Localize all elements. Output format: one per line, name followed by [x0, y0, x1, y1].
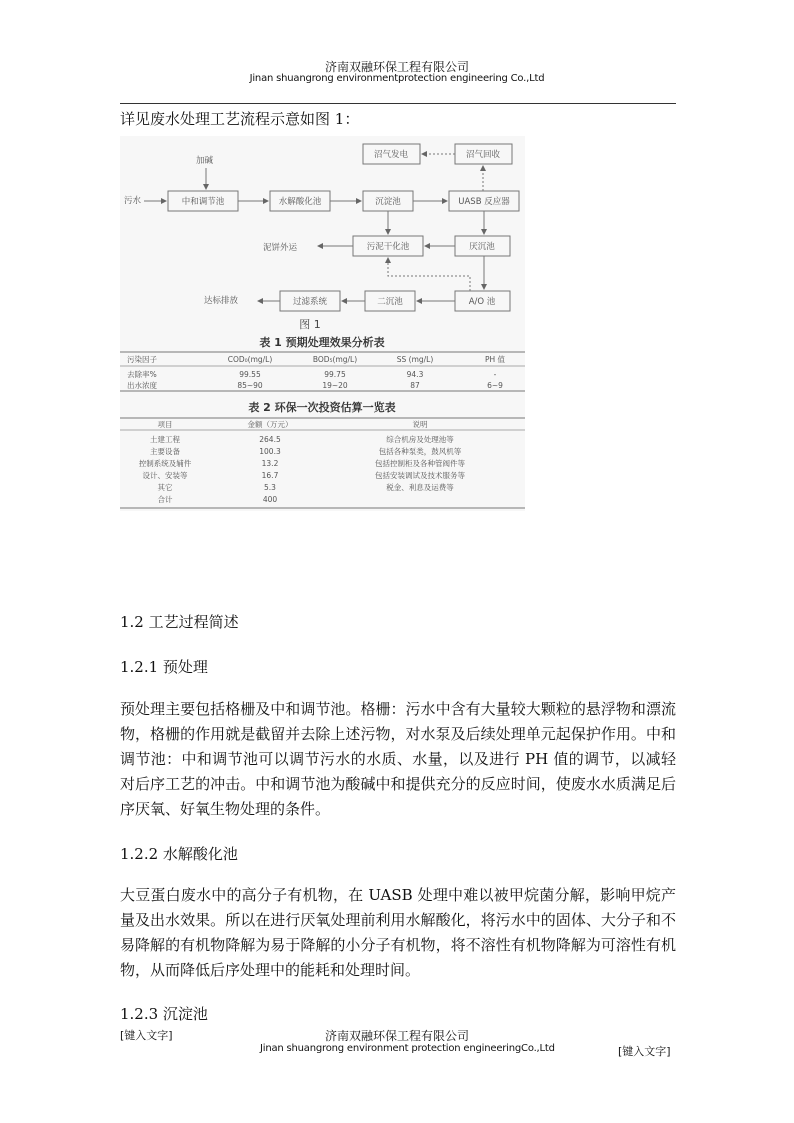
t1-h0: 污染因子	[127, 355, 157, 364]
t2-r0c2: 综合机房及处理池等	[386, 435, 454, 444]
table2	[120, 400, 525, 508]
t1-r1c0: 出水浓度	[127, 381, 157, 390]
t1-r1c3: 87	[410, 381, 420, 390]
t2-h2: 说明	[412, 420, 428, 429]
t2-r4c0: 其它	[157, 483, 173, 492]
t1-h3: SS (mg/L)	[396, 355, 434, 364]
settling-tank-label: 沉淀池	[375, 197, 401, 207]
process-figure-svg	[120, 136, 525, 511]
flow-arrows	[144, 154, 484, 301]
paragraph-hydrolysis: 大豆蛋白废水中的高分子有机物，在 UASB 处理中难以被甲烷菌分解，影响甲烷产 量及出水效果。所以在进行厌氧处理前利用水解酸化，将污水中的固体、大分子和不易降解的有机物降解为易于降解的小分子有机物，将不溶性有机物降解为可溶性有机物，从而降低后序处理中的能耗和处理时间。	[120, 886, 676, 979]
footer-company-en: Jinan shuangrong environment protection engineeringCo.,Ltd	[260, 1043, 555, 1054]
t2-r4c1: 5.3	[264, 483, 276, 492]
t1-h4: PH 值	[484, 355, 506, 364]
t1-r0c3: 94.3	[406, 370, 424, 379]
t2-r2c2: 包括控制柜及各种管阀件等	[375, 459, 465, 468]
add-alkali-label: 加碱	[196, 156, 214, 166]
ao-tank-label: A/O 池	[468, 297, 496, 307]
paragraph-pretreatment: 预处理主要包括格栅及中和调节池。格栅：污水中含有大量较大颗粒的悬浮物和漂流物，格栅的作用就是截留并去除上述污物，对水泵及后续处理单元起保护作用。中和调节池：中和调节池可以调节污水的水质、水量，以及进行 PH 值的调节，以减轻对后序工艺的冲击。中和调节池为酸碱中和提供充分的反应时间，使废水水质满足后序厌氧、好氧生物处理的条件。	[120, 700, 676, 818]
footer-right-placeholder[interactable]: [键入文字]	[618, 1045, 671, 1058]
section-heading-1-2: 1.2 工艺过程简述	[120, 613, 239, 631]
t2-r0c0: 土建工程	[150, 435, 180, 444]
anaerobic-settle-label: 厌沉池	[469, 242, 495, 252]
t2-r4c2: 税金、利息及运费等	[386, 483, 454, 492]
t2-r1c2: 包括各种泵类，鼓风机等	[378, 447, 462, 456]
t2-r5c0: 合计	[157, 495, 173, 504]
t1-r1c1: 85~90	[237, 381, 263, 390]
discharge-label: 达标排放	[204, 296, 239, 306]
section-heading-1-2-1: 1.2.1 预处理	[120, 658, 208, 676]
t1-r0c2: 99.75	[324, 370, 346, 379]
t2-r3c2: 包括安装调试及技术服务等	[375, 471, 465, 480]
second-settle-label: 二沉池	[377, 297, 403, 307]
t1-h2: BOD₅(mg/L)	[312, 355, 358, 364]
section-heading-1-2-3: 1.2.3 沉淀池	[120, 1005, 208, 1023]
footer-left-placeholder[interactable]: [键入文字]	[120, 1029, 173, 1042]
figure-caption: 图 1	[299, 318, 321, 331]
neutral-tank-label: 中和调节池	[181, 197, 225, 207]
filter-label: 过滤系统	[292, 297, 328, 307]
header-company-en: Jinan shuangrong environmentprotection engineering Co.,Ltd	[249, 73, 545, 84]
process-figure	[120, 136, 525, 511]
t1-r1c2: 19~20	[322, 381, 348, 390]
t2-r2c0: 控制系统及辅件	[138, 459, 192, 468]
t2-h1: 金额（万元）	[247, 420, 293, 429]
table1	[120, 335, 525, 391]
t2-r3c1: 16.7	[261, 471, 279, 480]
t2-r2c1: 13.2	[261, 459, 279, 468]
biogas-power-label: 沼气发电	[373, 150, 409, 160]
t2-r1c0: 主要设备	[150, 447, 180, 456]
footer-company-cn: 济南双融环保工程有限公司	[324, 1029, 469, 1043]
table1-title: 表 1 预期处理效果分析表	[259, 336, 385, 349]
table2-title: 表 2 环保一次投资估算一览表	[248, 401, 396, 414]
t1-r0c1: 99.55	[239, 370, 261, 379]
t1-r0c4: -	[493, 370, 497, 379]
t2-r0c1: 264.5	[259, 435, 281, 444]
uasb-label: UASB 反应器	[458, 197, 510, 207]
t2-h0: 项目	[157, 420, 173, 429]
t2-r1c1: 100.3	[259, 447, 281, 456]
header-divider	[120, 103, 676, 104]
intro-text: 详见废水处理工艺流程示意如图 1：	[120, 110, 360, 128]
biogas-recovery-label: 沼气回收	[465, 150, 501, 160]
sewage-label: 污水	[124, 196, 142, 206]
t1-h1: COD₀(mg/L)	[227, 355, 273, 364]
t2-r3c0: 设计、安装等	[142, 471, 188, 480]
header-company-cn: 济南双融环保工程有限公司	[324, 60, 469, 74]
sludge-dry-tank-label: 污泥干化池	[366, 242, 410, 252]
t1-r0c0: 去除率%	[127, 370, 157, 379]
section-heading-1-2-2: 1.2.2 水解酸化池	[120, 845, 238, 863]
t1-r1c4: 6~9	[487, 381, 503, 390]
sludge-out-label: 泥饼外运	[263, 243, 298, 253]
t2-r5c1: 400	[262, 495, 278, 504]
hydrolysis-tank-label: 水解酸化池	[278, 197, 322, 207]
